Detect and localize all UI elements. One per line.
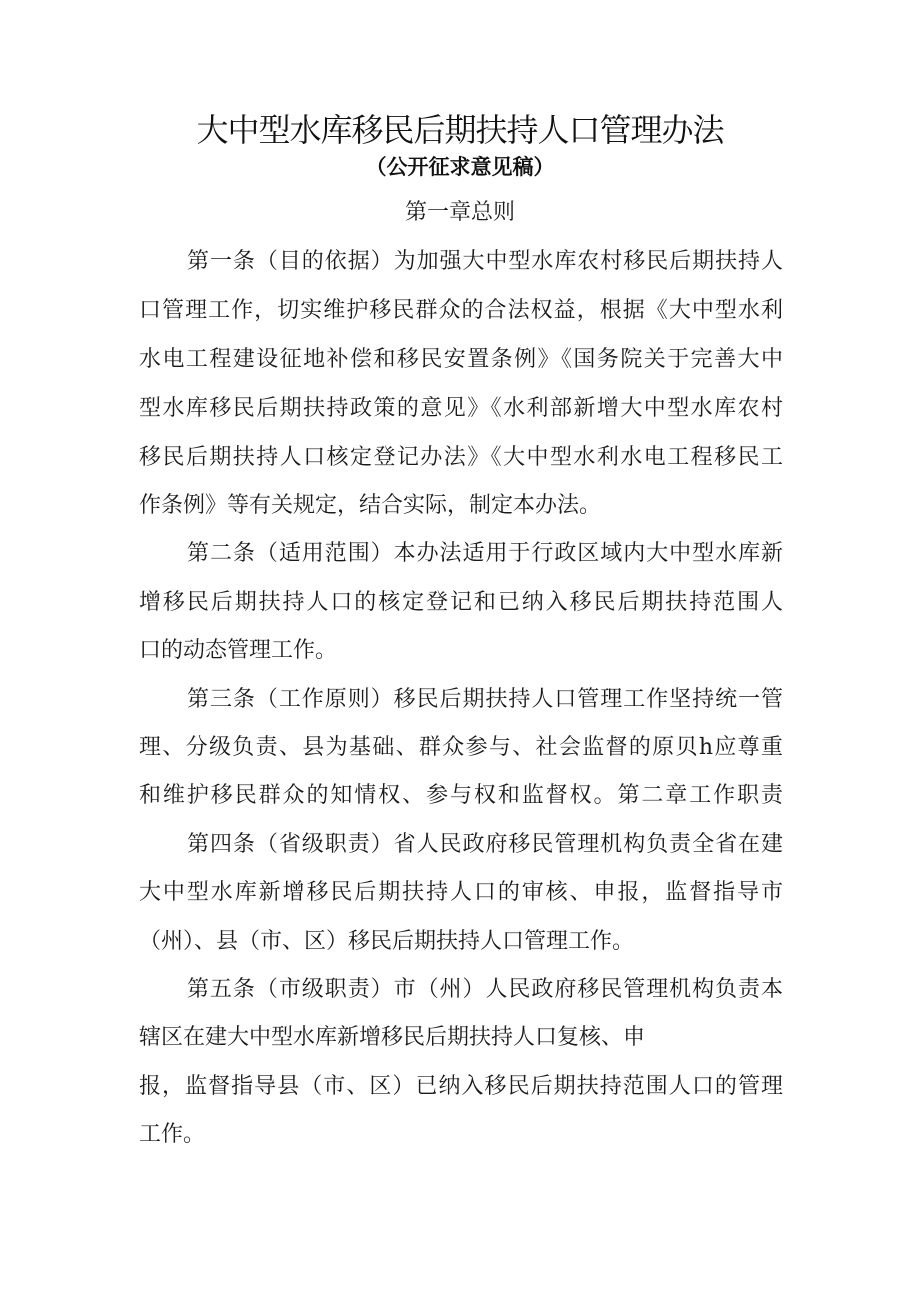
article-1-line-1: 第一条（目的依据）为加强大中型水库农村移民后期扶持人 — [187, 249, 783, 274]
article-4-line-3: （州）、县（市、区）移民后期扶持人口管理工作。 — [139, 929, 635, 954]
article-1-line-2: 口管理工作，切实维护移民群众的合法权益，根据《大中型水利 — [139, 298, 783, 323]
article-5-line-1: 第五条（市级职责）市（州）人民政府移民管理机构负责本 — [187, 977, 783, 1002]
document-subtitle: （公开征求意见稿） — [365, 155, 555, 179]
article-5-line-4: 工作。 — [139, 1122, 206, 1147]
article-5-line-3: 报，监督指导县（市、区）已纳入移民后期扶持范围人口的管理 — [139, 1074, 783, 1099]
article-5-line-2: 辖区在建大中型水库新增移民后期扶持人口复核、申 — [139, 1025, 646, 1050]
chapter-heading: 第一章总则 — [404, 200, 515, 225]
article-1-line-3: 水电工程建设征地补偿和移民安置条例》《国务院关于完善大中 — [139, 347, 783, 372]
article-3-line-1: 第三条（工作原则）移民后期扶持人口管理工作坚持统一管 — [187, 687, 783, 712]
article-1-line-6: 作条例》等有关规定，结合实际，制定本办法。 — [139, 493, 602, 518]
article-3-line-3: 和维护移民群众的知情权、参与权和监督权。第二章工作职责 — [139, 783, 783, 808]
article-4-line-2: 大中型水库新增移民后期扶持人口的审核、申报，监督指导市 — [139, 880, 783, 905]
article-1-line-4: 型水库移民后期扶持政策的意见》《水利部新增大中型水库农村 — [139, 396, 783, 421]
article-2-line-1: 第二条（适用范围）本办法适用于行政区域内大中型水库新 — [187, 541, 783, 566]
article-2-line-2: 增移民后期扶持人口的核定登记和已纳入移民后期扶持范围人 — [139, 590, 783, 615]
article-4-line-1: 第四条（省级职责）省人民政府移民管理机构负责全省在建 — [187, 832, 783, 857]
article-1-line-5: 移民后期扶持人口核定登记办法》《大中型水利水电工程移民工 — [139, 445, 783, 470]
article-2-line-3: 口的动态管理工作。 — [139, 638, 338, 663]
document-title: 大中型水库移民后期扶持人口管理办法 — [196, 111, 724, 149]
article-3-line-2: 理、分级负责、县为基础、群众参与、社会监督的原贝h应尊重 — [139, 735, 783, 760]
